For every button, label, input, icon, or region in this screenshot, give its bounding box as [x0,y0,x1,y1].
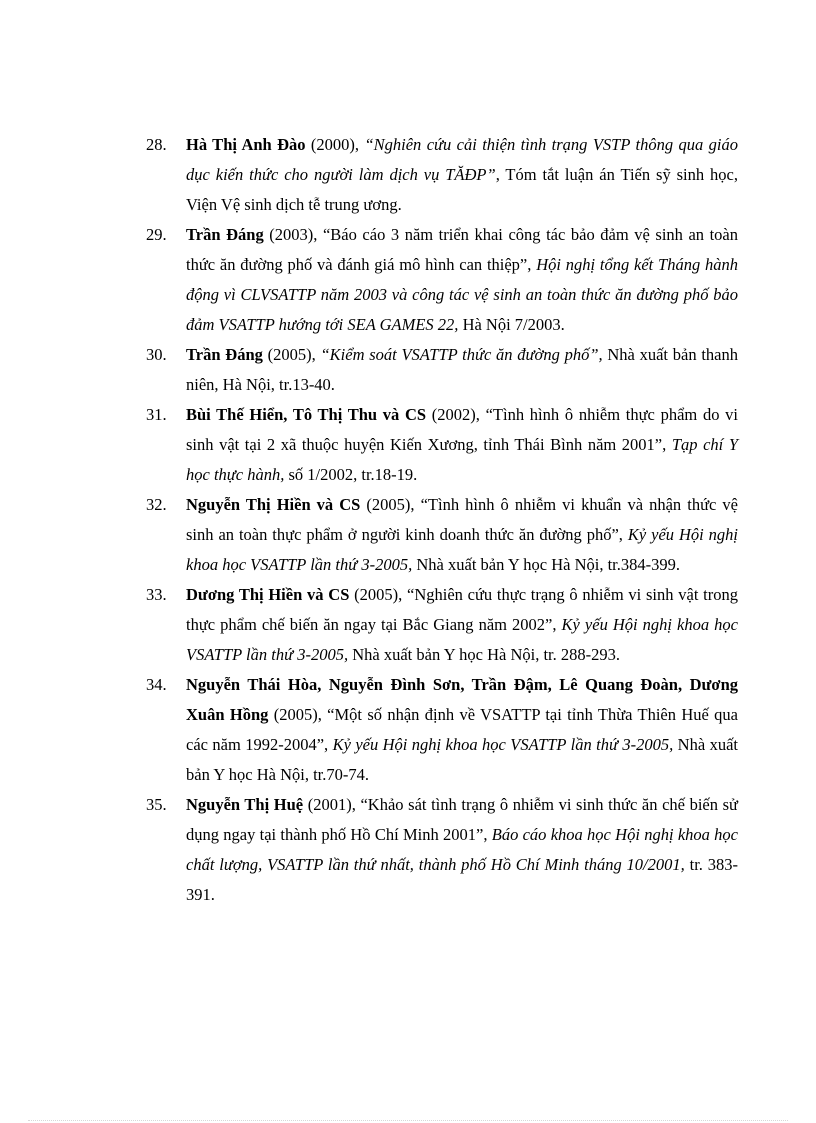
reference-list [146,130,738,910]
reference-text: (2005), “Một số nhận định về VSATTP tại tỉnh Thừa Thiên Huế qua các năm 1992-2004”, [186,705,738,754]
reference-title: “Nghiên cứu cải thiện tình trạng VSTP thông qua giáo dục kiến thức cho người làm dịch vụ TĂĐP” [186,135,738,184]
reference-text: Nhà xuất bản Y học Hà Nội, tr.384-399. [412,555,681,574]
page-footer-rule [28,1120,788,1121]
reference-text: (2000), [305,135,365,154]
reference-title: “Kiểm soát VSATTP thức ăn đường phố”, [320,345,603,364]
reference-item [146,220,738,340]
reference-number: 33. [146,585,167,604]
reference-text: Nhà xuất bản Y học Hà Nội, tr.70-74. [186,735,738,784]
reference-source: Hội nghị tổng kết Tháng hành động vì CLVSATTP năm 2003 và công tác vệ sinh an toàn thức ăn đường phố bảo đảm VSATTP hướng tới SEA GAMES 22, [186,255,739,334]
reference-text: Nhà xuất bản thanh niên, Hà Nội, tr.13-40. [186,345,738,394]
reference-number: 29. [146,225,167,244]
reference-text: (2002), “Tình hình ô nhiễm thực phẩm do vi sinh vật tại 2 xã thuộc huyện Kiến Xương, tỉnh Thái Bình năm 2001”, [186,405,738,454]
reference-source: Kỷ yếu Hội nghị khoa học VSATTP lần thứ 3-2005, [186,525,739,574]
reference-item [146,130,738,220]
reference-text: Nhà xuất bản Y học Hà Nội, tr. 288-293. [348,645,620,664]
reference-authors: Nguyễn Thị Hiền và CS [186,495,361,514]
reference-number: 34. [146,675,167,694]
reference-text: , Tóm tắt luận án Tiến sỹ sinh học, Viện Vệ sinh dịch tễ trung ương. [186,165,738,214]
reference-item [146,670,738,790]
reference-text: (2001), “Khảo sát tình trạng ô nhiễm vi sinh thức ăn chế biến sử dụng ngay tại thành phố Hồ Chí Minh 2001”, [186,795,738,844]
reference-number: 31. [146,405,167,424]
reference-authors: Trần Đáng [186,345,263,364]
reference-source: Kỷ yếu Hội nghị khoa học VSATTP lần thứ 3-2005, [186,615,738,664]
reference-source: Báo cáo khoa học Hội nghị khoa học chất lượng, VSATTP lần thứ nhất, thành phố Hồ Chí Minh tháng 10/2001, [186,825,738,874]
reference-text: (2005), “Nghiên cứu thực trạng ô nhiễm vi sinh vật trong thực phẩm chế biến ăn ngay tại Bắc Giang năm 2002”, [186,585,738,634]
reference-authors: Bùi Thế Hiển, Tô Thị Thu và CS [186,405,427,424]
reference-number: 30. [146,345,167,364]
reference-text: (2005), “Tình hình ô nhiễm vi khuẩn và nhận thức vệ sinh an toàn thực phẩm ở người kinh doanh thức ăn đường phố”, [186,495,738,544]
reference-authors: Trần Đáng [186,225,264,244]
reference-number: 32. [146,495,167,514]
reference-authors: Dương Thị Hiền và CS [186,585,350,604]
reference-text: Hà Nội 7/2003. [458,315,565,334]
reference-authors: Nguyễn Thái Hòa, Nguyễn Đình Sơn, Trần Đậm, Lê Quang Đoàn, Dương Xuân Hồng [186,675,738,724]
reference-item [146,340,738,400]
reference-number: 28. [146,135,167,154]
reference-item [146,490,738,580]
reference-item [146,790,738,910]
reference-item [146,580,738,670]
reference-authors: Nguyễn Thị Huệ [186,795,304,814]
reference-source: Tạp chí Y học thực hành, [186,435,739,484]
reference-source: Kỷ yếu Hội nghị khoa học VSATTP lần thứ 3-2005, [332,735,674,754]
reference-text: số 1/2002, tr.18-19. [284,465,418,484]
reference-text: (2003), “Báo cáo 3 năm triển khai công tác bảo đảm vệ sinh an toàn thức ăn đường phố và đánh giá mô hình can thiệp”, [186,225,739,274]
reference-authors: Hà Thị Anh Đào [186,135,306,154]
reference-text: tr. 383-391. [186,855,738,904]
reference-text: (2005), [262,345,321,364]
reference-item [146,400,738,490]
reference-number: 35. [146,795,167,814]
